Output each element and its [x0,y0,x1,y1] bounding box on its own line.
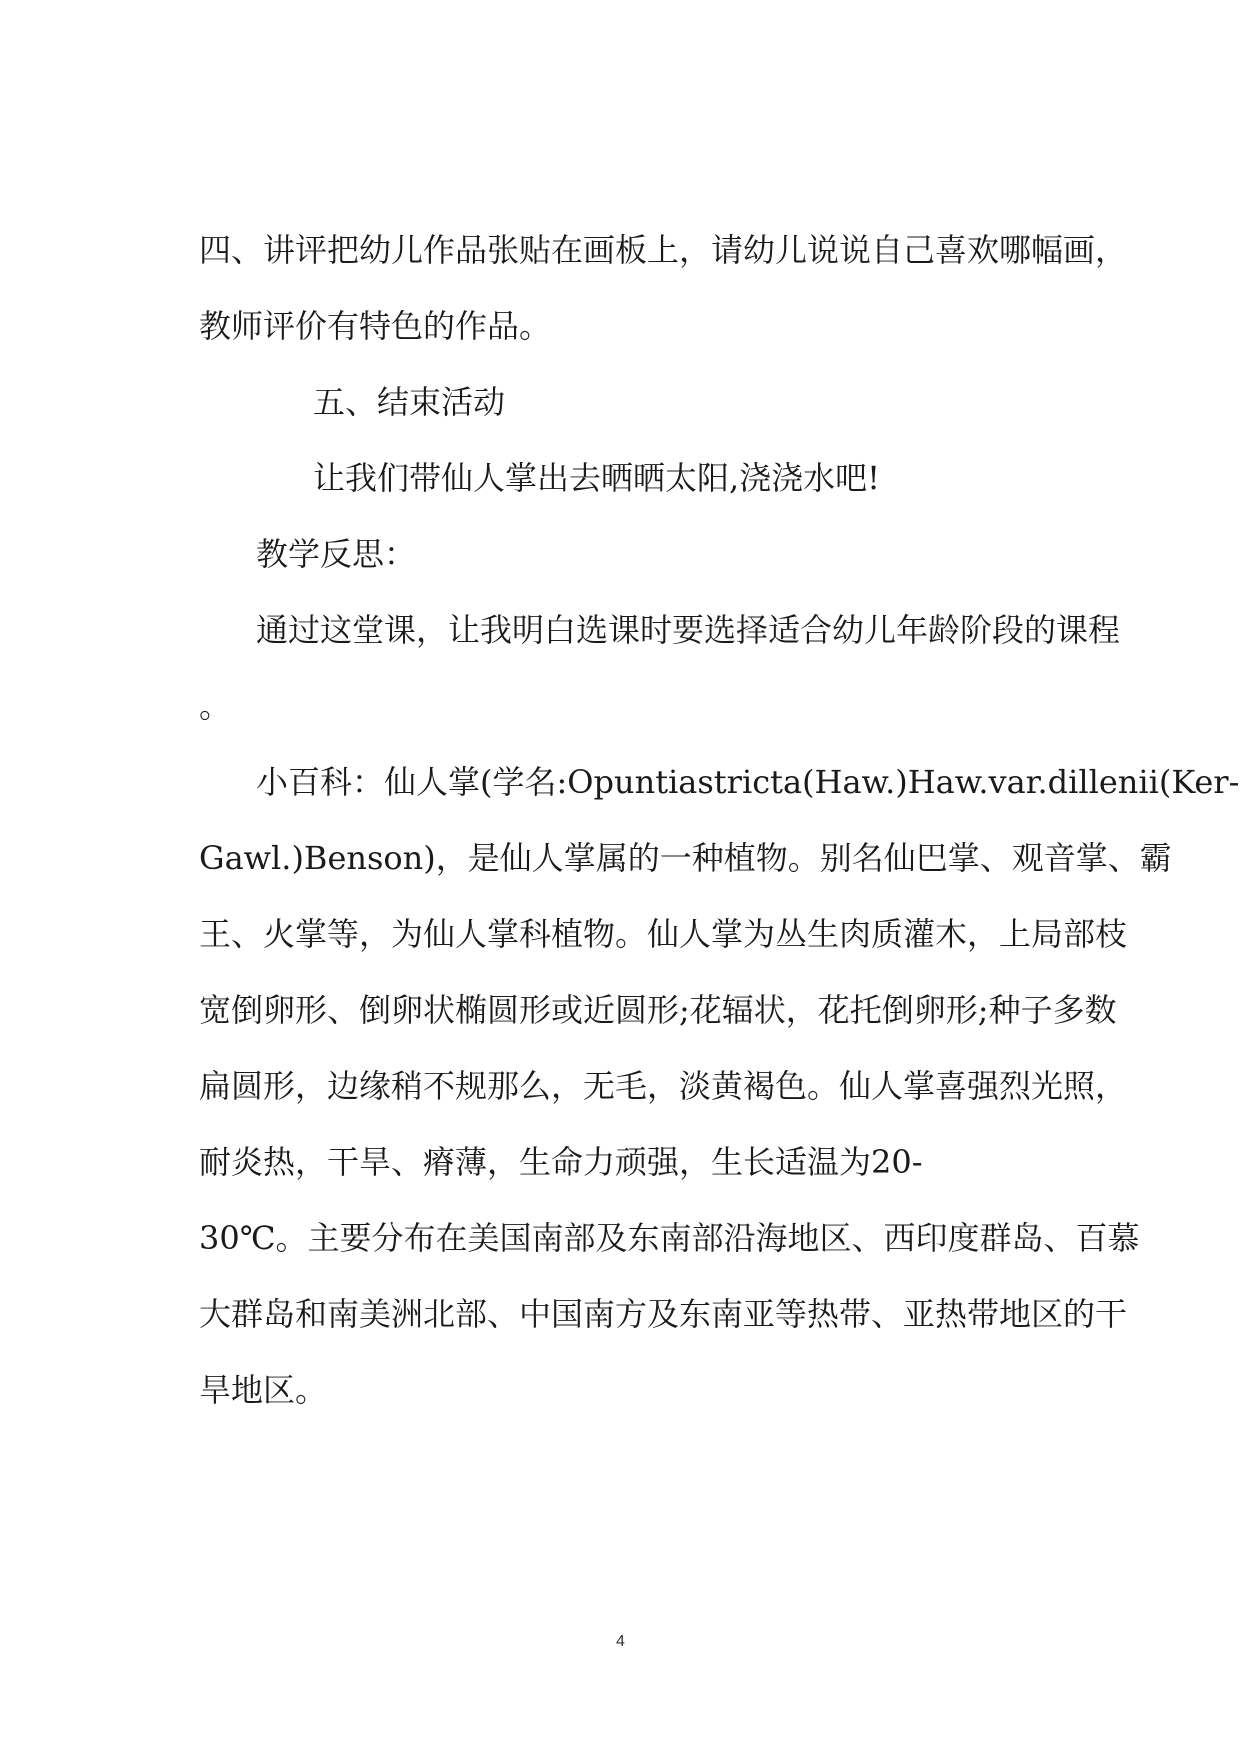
paragraph-encyclopedia-line-8: 大群岛和南美洲北部、中国南方及东南亚等热带、亚热带地区的干 [199,1295,1128,1333]
section-heading-end-activity: 五、结束活动 [313,383,506,421]
paragraph-encyclopedia-line-5: 扁圆形，边缘稍不规那么，无毛，淡黄褐色。仙人掌喜强烈光照， [199,1067,1128,1105]
paragraph-review-line-2: 教师评价有特色的作品。 [199,307,552,345]
paragraph-encyclopedia-line-1: 小百科：仙人掌(学名:Opuntiastricta(Haw.)Haw.var.dillenii(Ker- [256,763,1240,801]
paragraph-reflection-line-1: 通过这堂课，让我明白选课时要选择适合幼儿年龄阶段的课程 [256,611,1121,649]
paragraph-encyclopedia-line-6: 耐炎热，干旱、瘠薄，生命力顽强，生长适温为20- [199,1143,923,1181]
paragraph-encyclopedia-line-4: 宽倒卵形、倒卵状椭圆形或近圆形;花辐状，花托倒卵形;种子多数 [199,991,1117,1029]
paragraph-encyclopedia-line-7: 30℃。主要分布在美国南部及东南部沿海地区、西印度群岛、百慕 [199,1219,1140,1257]
paragraph-end-activity: 让我们带仙人掌出去晒晒太阳,浇浇水吧! [313,459,881,497]
page-number: 4 [616,1633,625,1650]
paragraph-encyclopedia-line-3: 王、火掌等，为仙人掌科植物。仙人掌为丛生肉质灌木，上局部枝 [199,915,1128,953]
paragraph-encyclopedia-line-2: Gawl.)Benson)，是仙人掌属的一种植物。别名仙巴掌、观音掌、霸 [199,839,1172,877]
paragraph-review-line-1: 四、讲评把幼儿作品张贴在画板上，请幼儿说说自己喜欢哪幅画， [199,231,1128,269]
paragraph-reflection-line-2: 。 [199,687,232,725]
section-heading-reflection: 教学反思： [256,535,417,573]
paragraph-encyclopedia-line-9: 旱地区。 [199,1371,328,1409]
